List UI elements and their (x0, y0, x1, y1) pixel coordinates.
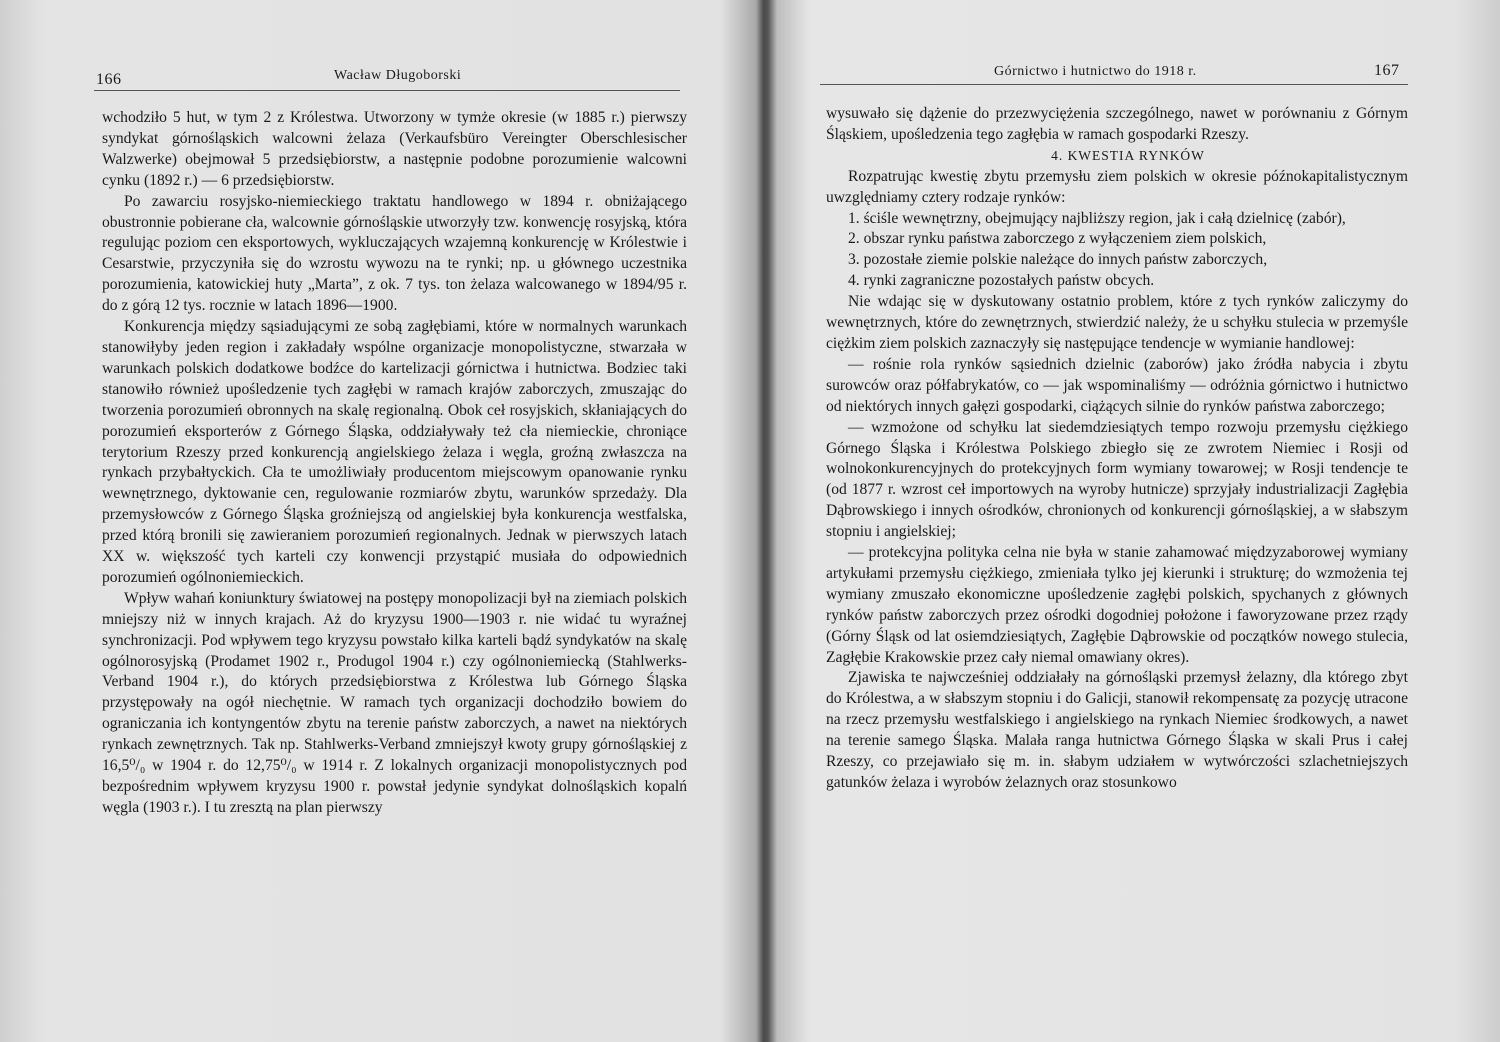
left-paragraph-4: Wpływ wahań koniunktury światowej na postępy monopolizacji był na ziemiach polskich mniejszy niż w innych krajach. Aż do kryzysu 1900—1903 r. nie widać tu wyraźnej synchronizacji. Pod wpływem tego kryzysu powstało kilka karteli bądź syndykatów na skalę ogólnorosyjską (Prodamet 1902 r., Produgol 1904 r.) czy ogólnoniemiecką (Stahlwerks-Verband 1904 r.), do których przedsiębiorstwa z Królestwa lub Górnego Śląska przystępowały na ogół niechętnie. W ramach tych organizacji dochodziło bowiem do ograniczania ich kontyngentów zbytu na terenie państw zaborczych, a nawet na niektórych rynkach zewnętrznych. Tak np. Stahlwerks-Verband zmniejszył kwoty grupy górnośląskiej z 16,5⁰/₀ w 1904 r. do 12,75⁰/₀ w 1914 r. Z lokalnych organizacji monopolistycznych pod bezpośrednim wpływem kryzysu 1900 r. powstał jedynie syndykat dolnośląskich kopalń węgla (1903 r.). I tu zresztą na plan pierwszy (102, 589, 687, 816)
right-lead-paragraph: Rozpatrując kwestię zbytu przemysłu ziem polskich w okresie późnokapitalistycznym uwzględniamy cztery rodzaje rynków: (826, 167, 1408, 206)
right-page-number: 167 (1374, 62, 1400, 79)
right-running-head: Górnictwo i hutnictwo do 1918 r. (994, 64, 1197, 79)
list-item: 1. ściśle wewnętrzny, obejmujący najbliższy region, jak i całą dzielnicę (zabór), (848, 209, 1346, 227)
right-paragraph-4: — protekcyjna polityka celna nie była w stanie zahamować międzyzaborowej wymiany artykułami przemysłu ciężkiego, zmieniała tylko jej kierunki i strukturę; do wzmożenia tej wymiany zmuszało ekonomiczne upośledzenie zagłębi polskich, spychanych z głównych rynków państw zaborczych przez ośrodki dogodniej położone i faworyzowane przez rządy (Górny Śląsk od lat osiemdziesiątych, Zagłębie Dąbrowskie od początków nowego stulecia, Zagłębie Krakowskie przez cały niemal omawiany okres). (826, 544, 1408, 666)
left-page-number: 166 (96, 71, 122, 88)
right-paragraph-2: — rośnie rola rynków sąsiednich dzielnic (zaborów) jako źródła nabycia i zbytu surowców oraz półfabrykatów, co — jak wspominaliśmy — odróżnia górnictwo i hutnictwo od niektórych innych gałęzi gospodarki, ciążących silnie do rynków państwa zaborczego; (826, 355, 1408, 415)
left-running-head: Wacław Długoborski (334, 68, 462, 83)
left-paragraph-2: Po zawarciu rosyjsko-niemieckiego traktatu handlowego w 1894 r. obniżającego obustronnie pobierane cła, walcownie górnośląskie utworzyły tzw. konwencję rosyjską, która regulując poziom cen eksportowych, wykluczających wzajemną konkurencję w Królestwie i Cesarstwie, przyczyniła się do wzrostu wywozu na te rynki; np. u głównego uczestnika porozumienia, katowickiej huty „Marta”, z ok. 7 tys. ton żelaza walcowanego w 1894/95 r. do z górą 12 tys. rocznie w latach 1896—1900. (102, 192, 687, 315)
list-item: 3. pozostałe ziemie polskie należące do innych państw zaborczych, (848, 251, 1268, 269)
left-paragraph-3: Konkurencja między sąsiadującymi ze sobą zagłębiami, które w normalnych warunkach stanowiłyby jeden region i zakładały wspólne organizacje monopolistyczne, stwarzała w warunkach polskich dodatkowe bodźce do kartelizacji górnictwa i hutnictwa. Bodziec taki stanowiło również upośledzenie tych zagłębi w ramach krajów zaborczych, zmuszając do tworzenia porozumień obronnych na skalę regionalną. Obok ceł rosyjskich, skłaniających do porozumień eksporterów z Górnego Śląska, oddziaływały też cła niemieckie, chroniące terytorium Rzeszy przed konkurencją angielskiego żelaza i węgla, groźną zwłaszcza na rynkach przybałtyckich. Cła te umożliwiały producentom miejscowym opanowanie rynku wewnętrznego, dyktowanie cen, regulowanie rozmiarów zbytu, warunków sprzedaży. Dla przemysłowców z Górnego Śląska groźniejszą od angielskiej była konkurencja westfalska, przed którą bronili się zawieraniem porozumień regionalnych. Jednak w pierwszych latach XX w. większość tych karteli czy konwencji przystąpić musiała do odpowiednich porozumień ogólnoniemieckich. (102, 318, 687, 586)
right-intro-paragraph: wysuwało się dążenie do przezwyciężenia szczególnego, nawet w porównaniu z Górnym Śląskiem, upośledzenia tego zagłębia w ramach gospodarki Rzeszy. (826, 105, 1408, 143)
right-page (770, 0, 1500, 1042)
left-paragraph-1: wchodziło 5 hut, w tym 2 z Królestwa. Utworzony w tymże okresie (w 1885 r.) pierwszy syndykat górnośląskich walcowni żelaza (Verkaufsbüro Vereingter Oberschlesischer Walzwerke) obejmował 5 przedsiębiorstw, a następnie podobne porozumienie walcowni cynku (1892 r.) — 6 przedsiębiorstw. (102, 109, 687, 189)
right-header-rule (820, 84, 1408, 85)
right-paragraph-3: — wzmożone od schyłku lat siedemdziesiątych tempo rozwoju przemysłu ciężkiego Górnego Śląska i Królestwa Polskiego zbiegło się ze zwrotem Niemiec i Rosji od wolnokonkurencyjnych do protekcyjnych form wymiany towarowej; w Rosji tendencje te (od 1877 r. wzrost ceł importowych na wyroby hutnicze) sprzyjały industrializacji Zagłębia Dąbrowskiego i innych ośrodków, chronionych od konkurencji górnośląskiej, a w słabszym stopniu i angielskiej; (826, 418, 1408, 541)
right-page-text (826, 104, 1408, 794)
left-page-text (102, 108, 687, 819)
right-paragraph-1: Nie wdając się w dyskutowany ostatnio problem, które z tych rynków zaliczymy do wewnętrznych, które do zewnętrznych, stwierdzić należy, że u schyłku stulecia w przemyśle ciężkim ziem polskich zaznaczyły się następujące tendencje w wymianie handlowej: (826, 293, 1408, 352)
right-paragraph-5: Zjawiska te najwcześniej oddziałały na górnośląski przemysł żelazny, dla którego zbyt do Królestwa, a w słabszym stopniu i do Galicji, stanowił rekompensatę za pozycję utracone na rzecz przemysłu westfalskiego i angielskiego na rynkach Niemiec środkowych, a nawet na terenie samego Śląska. Malała ranga hutnictwa Górnego Śląska w skali Prus i całej Rzeszy, co przejawiało się m. in. słabym udziałem w wytwórczości szlachetniejszych gatunków żelaza i wyrobów żelaznych oraz stosunkowo (826, 669, 1408, 791)
section-heading: 4. KWESTIA RYNKÓW (1051, 147, 1205, 163)
list-item: 2. obszar rynku państwa zaborczego z wyłączeniem ziem polskich, (848, 230, 1267, 248)
list-item: 4. rynki zagraniczne pozostałych państw obcych. (848, 272, 1155, 290)
left-header-rule (94, 90, 680, 91)
